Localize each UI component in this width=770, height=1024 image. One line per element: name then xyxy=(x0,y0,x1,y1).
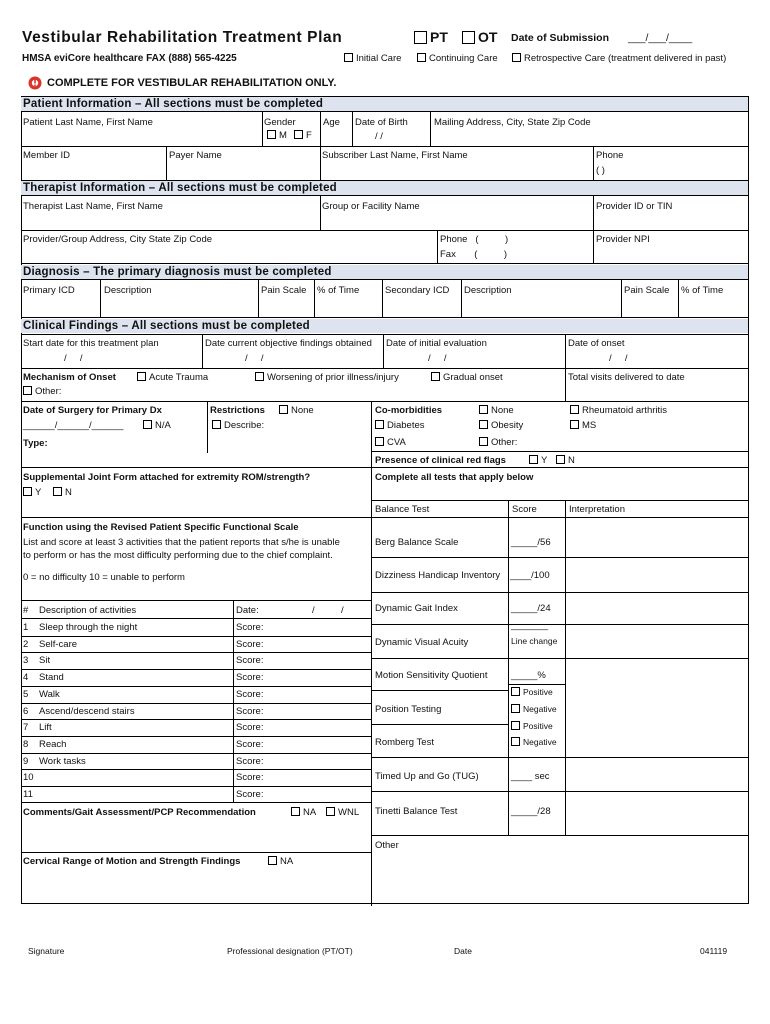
activity-number: 6 xyxy=(23,705,29,717)
mechanism-other-checkbox[interactable] xyxy=(23,386,32,395)
comorbidity-none-option[interactable]: None xyxy=(479,405,514,416)
comorbidity-cva-option[interactable]: CVA xyxy=(375,437,406,448)
activity-number-header: # xyxy=(23,605,29,616)
provider-fax-field[interactable]: Fax ( ) xyxy=(440,249,508,260)
complete-tests-label: Complete all tests that apply below xyxy=(375,472,534,483)
dob-label: Date of Birth xyxy=(355,117,408,128)
member-id-field[interactable]: Member ID xyxy=(23,150,70,161)
designation-field[interactable]: Professional designation (PT/OT) xyxy=(227,946,353,956)
cervical-label: Cervical Range of Motion and Strength Findings xyxy=(23,856,241,867)
gradual-onset-option[interactable]: Gradual onset xyxy=(431,372,503,383)
red-flags-yes-option[interactable]: Y xyxy=(529,455,547,466)
msq-score-field[interactable]: _____% xyxy=(511,670,546,681)
provider-phone-field[interactable]: Phone ( ) xyxy=(440,234,509,245)
cervical-na-option[interactable]: NA xyxy=(268,856,293,867)
comorbidity-none-checkbox[interactable] xyxy=(479,405,488,414)
form-title: Vestibular Rehabilitation Treatment Plan xyxy=(22,29,343,46)
activity-description[interactable]: Lift xyxy=(39,722,52,734)
surgery-na-checkbox[interactable] xyxy=(143,420,152,429)
mechanism-other-option[interactable]: Other: xyxy=(23,386,61,397)
activity-score-field[interactable]: Score: xyxy=(236,705,264,717)
activity-score-field[interactable]: Score: xyxy=(236,722,264,734)
secondary-pain-scale-field[interactable]: Pain Scale xyxy=(624,285,670,296)
restrictions-describe-checkbox[interactable] xyxy=(212,420,221,429)
signature-date-field[interactable]: Date xyxy=(454,946,472,956)
initial-care-option[interactable]: Initial Care xyxy=(344,53,401,64)
comorbidity-diabetes-checkbox[interactable] xyxy=(375,420,384,429)
function-instruction-1: List and score at least 3 activities that the patient reports that s/he is unable xyxy=(23,537,340,548)
position-positive-option[interactable]: Positive xyxy=(511,687,553,697)
comments-na-checkbox[interactable] xyxy=(291,807,300,816)
start-date-field[interactable]: / / xyxy=(64,353,83,364)
onset-date-field[interactable]: / / xyxy=(609,353,628,364)
comments-wnl-option[interactable]: WNL xyxy=(326,807,359,818)
activity-description[interactable]: Stand xyxy=(39,672,64,684)
red-flags-no-checkbox[interactable] xyxy=(556,455,565,464)
form-code: 041119 xyxy=(700,946,728,956)
acute-trauma-checkbox[interactable] xyxy=(137,372,146,381)
activity-description[interactable]: Walk xyxy=(39,688,60,700)
comorbidity-ms-option[interactable]: MS xyxy=(570,420,596,431)
activity-score-field[interactable]: Score: xyxy=(236,772,264,784)
gradual-onset-checkbox[interactable] xyxy=(431,372,440,381)
dgi-score-field[interactable]: _____/24 xyxy=(511,603,551,614)
patient-section-title: Patient Information – All sections must be completed xyxy=(23,98,324,110)
activity-number: 1 xyxy=(23,622,29,633)
surgery-date-label: Date of Surgery for Primary Dx xyxy=(23,405,162,416)
group-name-field[interactable]: Group or Facility Name xyxy=(322,201,420,212)
patient-phone-label: Phone xyxy=(596,150,624,161)
continuing-care-checkbox[interactable] xyxy=(417,53,426,62)
comorbidity-obesity-option[interactable]: Obesity xyxy=(479,420,523,431)
secondary-pct-time-field[interactable]: % of Time xyxy=(681,285,724,296)
payer-name-field[interactable]: Payer Name xyxy=(169,150,222,161)
dhi-score-field[interactable]: ____/100 xyxy=(510,570,550,581)
activity-number: 4 xyxy=(23,672,29,684)
activity-description-header: Description of activities xyxy=(39,605,137,616)
activity-description[interactable]: Sit xyxy=(39,655,51,667)
activity-number: 2 xyxy=(23,638,29,650)
red-flags-yes-checkbox[interactable] xyxy=(529,455,538,464)
primary-description-field[interactable]: Description xyxy=(104,285,152,296)
romberg-negative-option[interactable]: Negative xyxy=(511,737,557,747)
gender-female-checkbox[interactable] xyxy=(294,130,303,139)
gender-male-option[interactable]: M xyxy=(267,130,287,141)
comorbidity-cva-checkbox[interactable] xyxy=(375,437,384,446)
comments-label: Comments/Gait Assessment/PCP Recommendation xyxy=(23,807,256,818)
mailing-address-field[interactable]: Mailing Address, City, State Zip Code xyxy=(434,117,591,128)
gender-female-option[interactable]: F xyxy=(294,130,312,141)
diagnosis-section-title: Diagnosis – The primary diagnosis must be completed xyxy=(23,266,332,278)
initial-eval-label: Date of initial evaluation xyxy=(386,338,487,349)
dhi-test-label: Dizziness Handicap Inventory xyxy=(375,570,501,581)
therapist-section-title: Therapist Information – All sections must be completed xyxy=(23,182,337,194)
activity-score-field[interactable]: Score: xyxy=(236,738,264,750)
comorbidity-rheumatoid-checkbox[interactable] xyxy=(570,405,579,414)
position-negative-checkbox[interactable] xyxy=(511,704,520,713)
acute-trauma-option[interactable]: Acute Trauma xyxy=(137,372,208,383)
romberg-positive-option[interactable]: Positive xyxy=(511,721,553,731)
primary-icd-field[interactable]: Primary ICD xyxy=(23,285,75,296)
activity-score-field[interactable]: Score: xyxy=(236,655,264,667)
current-findings-label: Date current objective findings obtained xyxy=(205,338,372,349)
pt-checkbox[interactable] xyxy=(414,31,427,44)
tug-test-label: Timed Up and Go (TUG) xyxy=(375,771,479,782)
signature-field[interactable]: Signature xyxy=(28,946,65,956)
red-flags-label: Presence of clinical red flags xyxy=(375,455,506,466)
total-visits-field[interactable]: Total visits delivered to date xyxy=(568,372,685,383)
activity-score-field[interactable]: Score: xyxy=(236,789,264,800)
current-findings-field[interactable]: / / xyxy=(245,353,264,364)
msq-test-label: Motion Sensitivity Quotient xyxy=(375,670,488,681)
supplemental-no-checkbox[interactable] xyxy=(53,487,62,496)
surgery-type-field[interactable]: Type: xyxy=(23,438,48,449)
primary-pain-scale-field[interactable]: Pain Scale xyxy=(261,285,307,296)
berg-score-field[interactable]: _____/56 xyxy=(511,537,551,548)
patient-phone-field[interactable]: ( ) xyxy=(596,165,605,176)
position-negative-option[interactable]: Negative xyxy=(511,704,557,714)
supplemental-no-option[interactable]: N xyxy=(53,487,72,498)
comorbidity-other-checkbox[interactable] xyxy=(479,437,488,446)
initial-care-checkbox[interactable] xyxy=(344,53,353,62)
activity-description[interactable]: Self-care xyxy=(39,638,78,650)
supplemental-yes-checkbox[interactable] xyxy=(23,487,32,496)
date-of-submission-label: Date of Submission xyxy=(511,32,610,44)
cervical-na-checkbox[interactable] xyxy=(268,856,277,865)
comorbidity-diabetes-option[interactable]: Diabetes xyxy=(375,420,425,431)
activity-number: 5 xyxy=(23,688,29,700)
supplemental-yes-option[interactable]: Y xyxy=(23,487,41,498)
therapist-name-field[interactable]: Therapist Last Name, First Name xyxy=(23,201,163,212)
ot-option[interactable]: OT xyxy=(462,29,497,45)
comorbidities-label: Co-morbidities xyxy=(375,405,443,416)
romberg-positive-checkbox[interactable] xyxy=(511,721,520,730)
patient-name-field[interactable]: Patient Last Name, First Name xyxy=(23,117,153,128)
supplemental-form-label: Supplemental Joint Form attached for extremity ROM/strength? xyxy=(23,472,311,483)
date-of-submission-field[interactable]: ___/___/____ xyxy=(628,32,693,44)
activity-description[interactable]: Ascend/descend stairs xyxy=(39,705,135,717)
romberg-test-label: Romberg Test xyxy=(375,737,434,748)
dva-line-change-label: Line change xyxy=(511,636,558,646)
interpretation-header: Interpretation xyxy=(569,504,625,515)
primary-pct-time-field[interactable]: % of Time xyxy=(317,285,360,296)
dgi-test-label: Dynamic Gait Index xyxy=(375,603,458,614)
function-instruction-2: to perform or has the most difficulty performing due to the chief complaint. xyxy=(23,550,333,561)
pt-option[interactable]: PT xyxy=(414,29,448,45)
vestibular-notice: COMPLETE FOR VESTIBULAR REHABILITATION ONLY. xyxy=(47,77,337,89)
activity-number: 8 xyxy=(23,738,29,750)
score-header: Score xyxy=(512,504,537,515)
subscriber-name-field[interactable]: Subscriber Last Name, First Name xyxy=(322,150,468,161)
provider-npi-field[interactable]: Provider NPI xyxy=(596,234,650,245)
other-test-field[interactable]: Other xyxy=(375,840,399,851)
romberg-negative-checkbox[interactable] xyxy=(511,737,520,746)
continuing-care-option[interactable]: Continuing Care xyxy=(417,53,498,64)
activity-score-field[interactable]: Score: xyxy=(236,638,264,650)
worsening-option[interactable]: Worsening of prior illness/injury xyxy=(255,372,399,383)
surgery-date-field[interactable]: ______/______/______ xyxy=(23,420,124,431)
secondary-description-field[interactable]: Description xyxy=(464,285,512,296)
function-title: Function using the Revised Patient Specific Functional Scale xyxy=(23,522,299,533)
warning-icon xyxy=(28,76,42,93)
function-scale-note: 0 = no difficulty 10 = unable to perform xyxy=(23,572,185,583)
mechanism-label: Mechanism of Onset xyxy=(23,372,116,383)
gender-male-checkbox[interactable] xyxy=(267,130,276,139)
retrospective-care-checkbox[interactable] xyxy=(512,53,521,62)
restrictions-none-checkbox[interactable] xyxy=(279,405,288,414)
provider-address-field[interactable]: Provider/Group Address, City State Zip Code xyxy=(23,234,213,245)
restrictions-describe-option[interactable]: Describe: xyxy=(212,420,264,431)
gender-label: Gender xyxy=(264,117,296,128)
red-flags-no-option[interactable]: N xyxy=(556,455,575,466)
activity-date-label: Date: xyxy=(236,605,259,616)
surgery-na-option[interactable]: N/A xyxy=(143,420,171,431)
balance-test-header: Balance Test xyxy=(375,504,430,515)
age-field[interactable]: Age xyxy=(323,117,340,128)
berg-test-label: Berg Balance Scale xyxy=(375,537,459,548)
activity-description[interactable]: Reach xyxy=(39,738,67,750)
clinical-section-title: Clinical Findings – All sections must be completed xyxy=(23,320,310,332)
position-test-label: Position Testing xyxy=(375,704,442,715)
activity-number: 10 xyxy=(23,772,34,784)
position-positive-checkbox[interactable] xyxy=(511,687,520,696)
provider-tin-field[interactable]: Provider ID or TIN xyxy=(596,201,673,212)
activity-date-field[interactable]: / / xyxy=(312,605,344,616)
dva-test-label: Dynamic Visual Acuity xyxy=(375,637,469,648)
comorbidity-obesity-checkbox[interactable] xyxy=(479,420,488,429)
onset-date-label: Date of onset xyxy=(568,338,625,349)
activity-description[interactable]: Work tasks xyxy=(39,755,86,767)
comorbidity-other-option[interactable]: Other: xyxy=(479,437,517,448)
worsening-checkbox[interactable] xyxy=(255,372,264,381)
activity-description[interactable]: Sleep through the night xyxy=(39,622,138,633)
dob-field[interactable]: / / xyxy=(375,131,383,142)
comorbidity-rheumatoid-option[interactable]: Rheumatoid arthritis xyxy=(570,405,667,416)
activity-number: 9 xyxy=(23,755,29,767)
tinetti-score-field[interactable]: _____/28 xyxy=(511,806,551,817)
comorbidity-ms-checkbox[interactable] xyxy=(570,420,579,429)
activity-number: 7 xyxy=(23,722,29,734)
activity-score-field[interactable]: Score: xyxy=(236,755,264,767)
activity-score-field[interactable]: Score: xyxy=(236,688,264,700)
tug-score-field[interactable]: ____ sec xyxy=(511,771,550,782)
comments-wnl-checkbox[interactable] xyxy=(326,807,335,816)
ot-checkbox[interactable] xyxy=(462,31,475,44)
tinetti-test-label: Tinetti Balance Test xyxy=(375,806,458,817)
activity-score-field[interactable]: Score: xyxy=(236,672,264,684)
comments-na-option[interactable]: NA xyxy=(291,807,316,818)
dva-score-field[interactable]: _______ xyxy=(511,620,548,631)
activity-number: 11 xyxy=(23,789,33,800)
secondary-icd-field[interactable]: Secondary ICD xyxy=(385,285,450,296)
restrictions-none-option[interactable]: None xyxy=(279,405,314,416)
restrictions-label: Restrictions xyxy=(210,405,265,416)
activity-score-field[interactable]: Score: xyxy=(236,622,264,633)
start-date-label: Start date for this treatment plan xyxy=(23,338,159,349)
fax-line: HMSA eviCore healthcare FAX (888) 565-4225 xyxy=(22,53,237,64)
initial-eval-field[interactable]: / / xyxy=(428,353,447,364)
activity-number: 3 xyxy=(23,655,29,667)
retrospective-care-option[interactable]: Retrospective Care (treatment delivered in past) xyxy=(512,53,726,64)
